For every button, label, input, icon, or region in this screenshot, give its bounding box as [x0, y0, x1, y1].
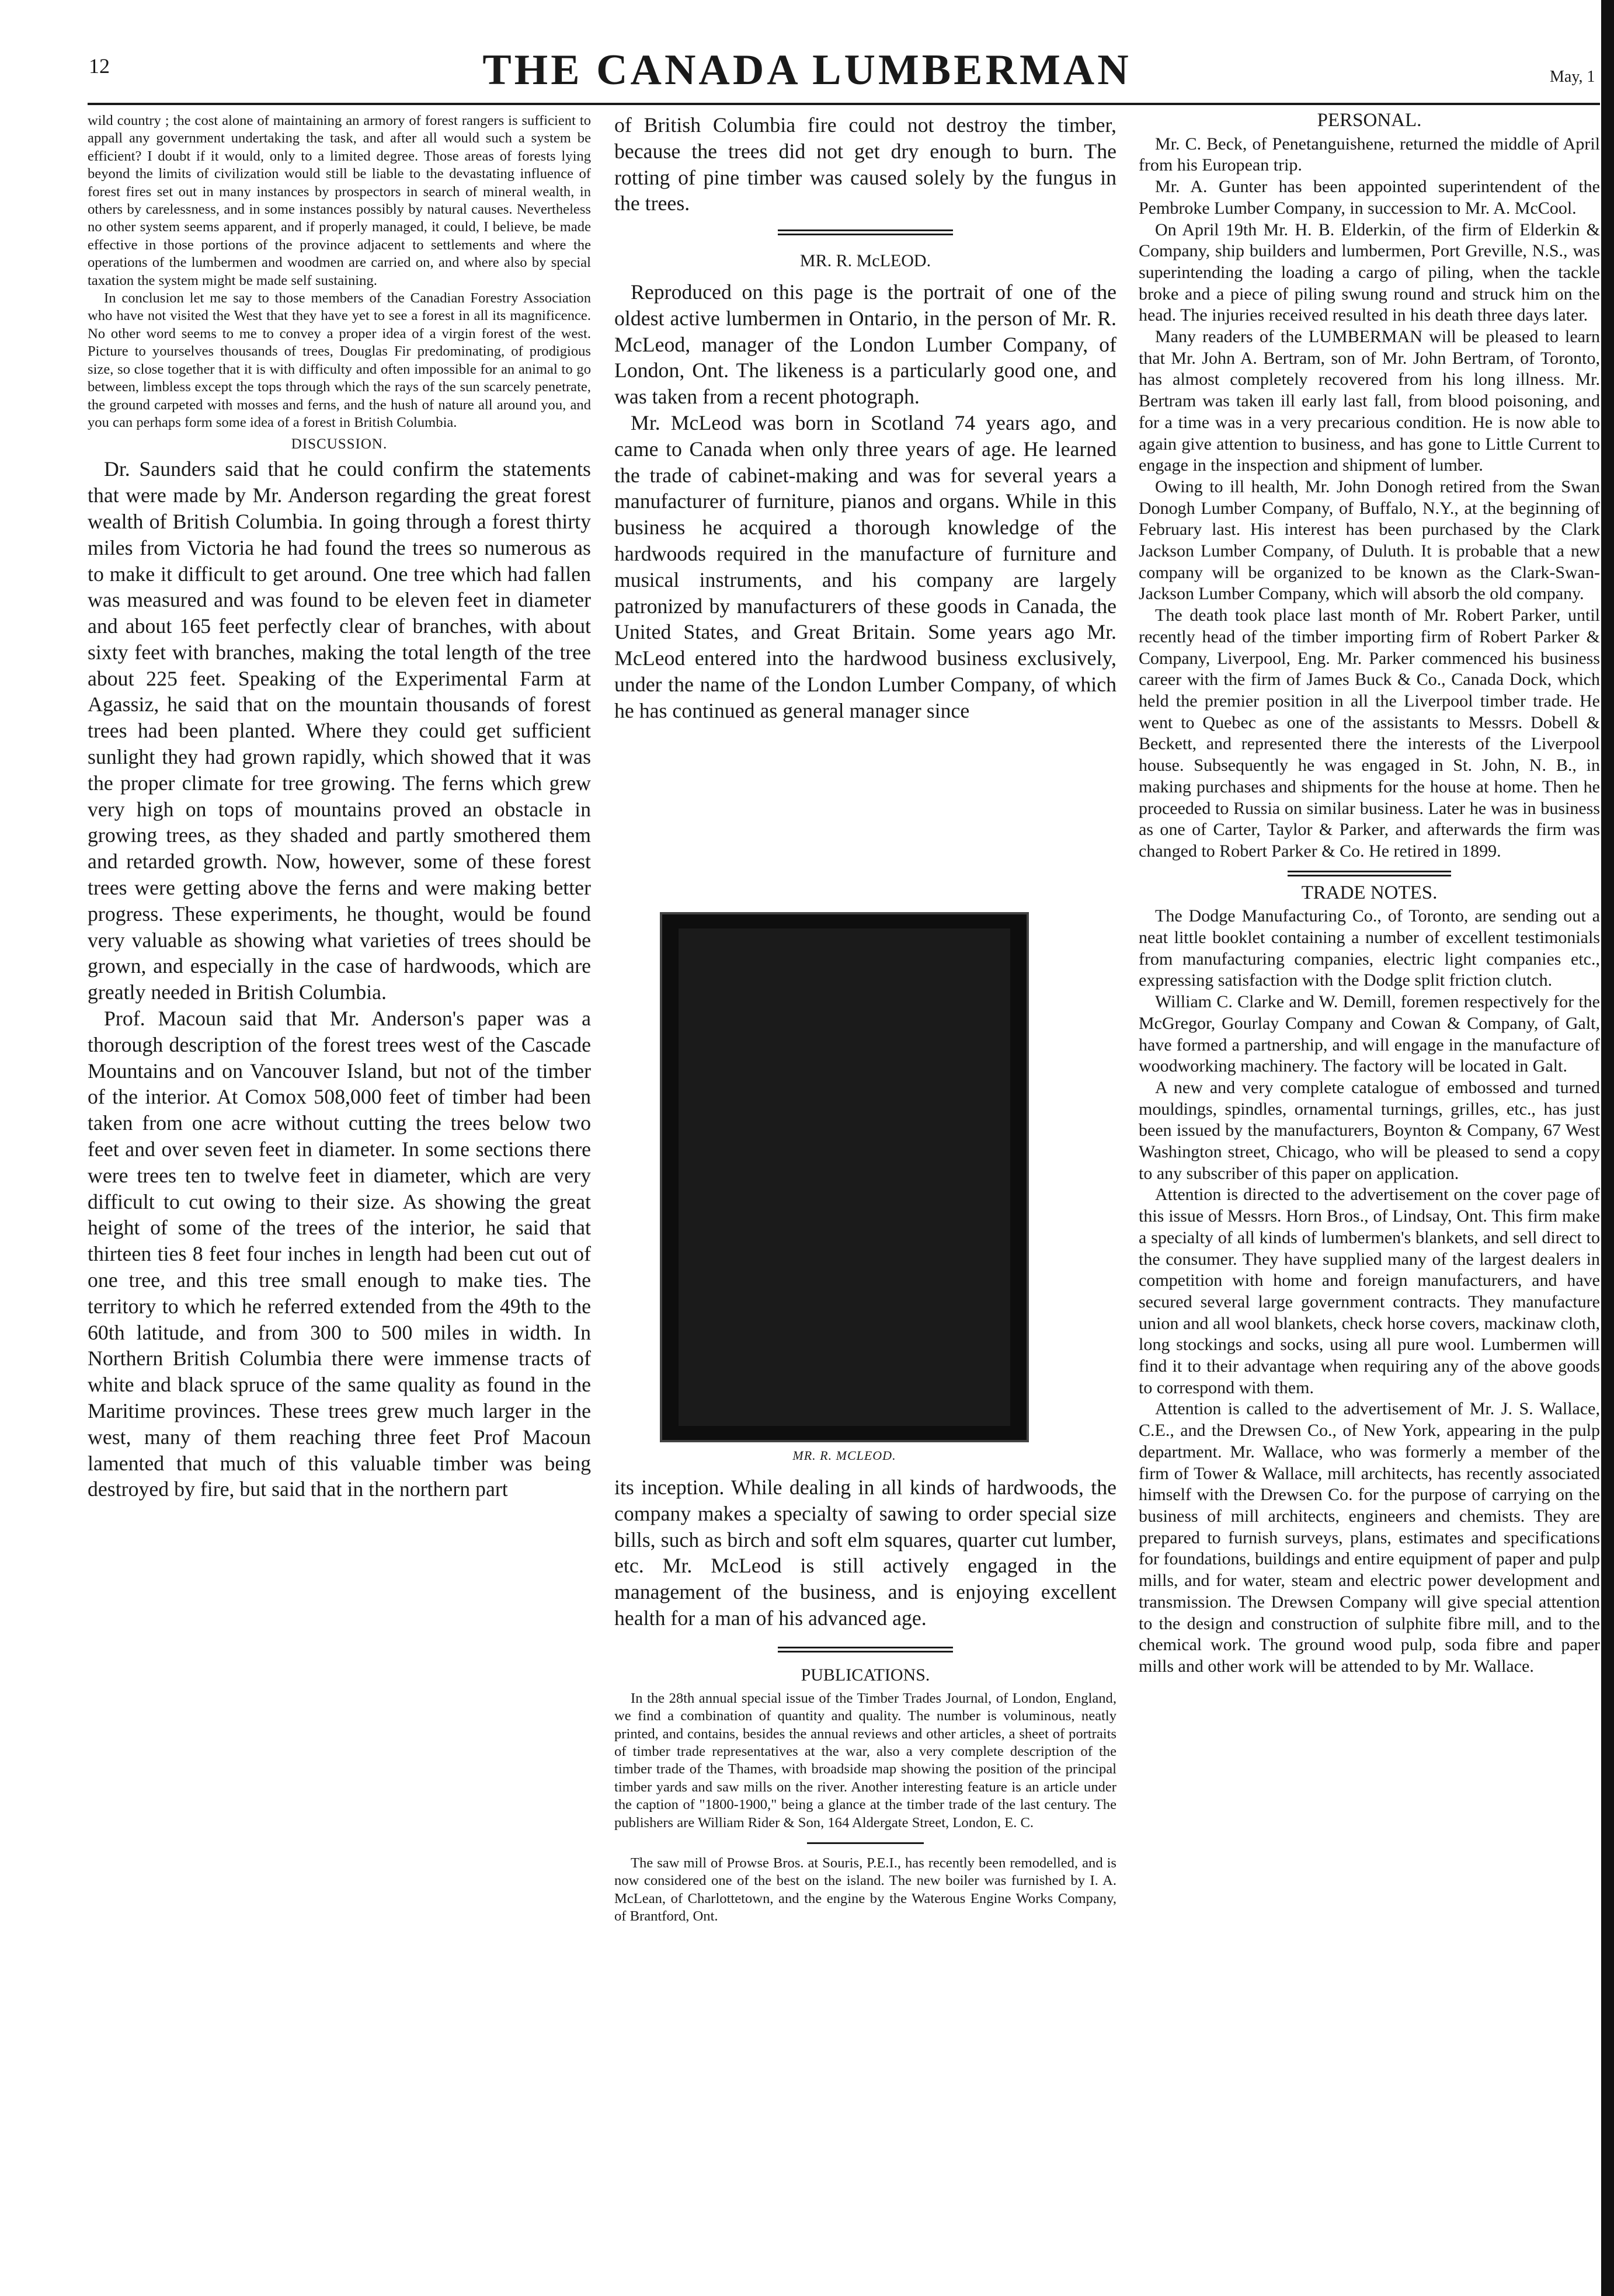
section-rule — [778, 229, 953, 235]
section-rule — [1288, 871, 1451, 876]
paragraph: In conclusion let me say to those members of the Canadian Forestry Association who have not visited the West that they have yet to see a forest in all its magnificence. No other word seems to me to convey a proper idea of a virgin forest of the west. Picture to yourselves thousands of trees, Douglas Fir predominating, of prodigious size, so close together that it is with difficulty and often impossible for an animal to go between, limbless except the tops through which the rays of the sun scarcely penetrate, the ground carpeted with mosses and ferns, and the hush of nature all around you, and you can perhaps form some idea of a forest in British Columbia. — [88, 290, 591, 430]
discussion-body — [88, 456, 591, 1502]
paragraph: On April 19th Mr. H. B. Elderkin, of the firm of Elderkin & Company, ship builders and lumbermen, Port Greville, N.S., was superintending the loading a cargo of piling, when the tackle broke and a piece of piling swung round and struck him on the head. The injuries received resulted in his death three days later. — [1139, 220, 1600, 325]
page-number: 12 — [89, 54, 110, 78]
discussion-heading: DISCUSSION. — [291, 436, 388, 453]
column-3 — [1139, 110, 1600, 1678]
scan-edge — [1601, 0, 1614, 2296]
paragraph: Dr. Saunders said that he could confirm the statements that were made by Mr. Anderson regarding the great forest wealth of British Columbia. In going through a forest thirty miles from Victoria he had found the trees so numerous as to make it difficult to get around. One tree which had fallen was measured and was found to be eleven feet in diameter and about 165 feet perfectly clear of branches, with about sixty feet with branches, making the total length of the tree about 225 feet. Speaking of the Experimental Farm at Agassiz, he said that on the mountain thousands of forest trees had been planted. Where they could get sufficient sunlight they had grown rapidly, which showed that it was the proper climate for tree growing. The ferns which grew very high on tops of mountains proved an obstacle in growing trees, as they shaded and partly smothered them and retarded growth. Now, however, some of these forest trees were getting above the ferns and were making better progress. These experiments, he thought, would be found very valuable as showing what varieties of trees should be grown, and especially in the case of hardwoods, which are greatly needed in British Columbia. — [88, 457, 591, 1004]
paragraph: In the 28th annual special issue of the Timber Trades Journal, of London, England, we find a combination of quantity and quality. The number is voluminous, neatly printed, and contains, besides the annual reviews and other articles, a sheet of portraits of timber trade representatives at the war, also a very complete description of the timber trade of the Thames, with broadside map showing the position of the principal timber yards and saw mills on the river. Another interesting feature is an article under the caption of "1800-1900," being a glance at the timber trade of the last century. The publishers are William Rider & Son, 164 Aldergate Street, London, E. C. — [614, 1690, 1116, 1831]
column-2-lower — [614, 1474, 1116, 1926]
section-rule — [778, 1647, 953, 1653]
paragraph: Many readers of the LUMBERMAN will be pleased to learn that Mr. John A. Bertram, son of Mr. John Bertram, of Toronto, has almost completely recovered from his long illness. Mr. Bertram was taken ill early last fall, from blood poisoning, and for a time was in a very precarious condition. He is now able to again give attention to business, and has gone to Little Current to engage in the inspection and shipment of lumber. — [1139, 327, 1600, 475]
separator — [807, 1842, 924, 1844]
paragraph: William C. Clarke and W. Demill, foremen respectively for the McGregor, Gourlay Company and Cowan & Company, of Galt, have formed a partnership, and will engage in the manufacture of woodworking machinery. The factory will be located in Galt. — [1139, 992, 1600, 1076]
paragraph: Reproduced on this page is the portrait of one of the oldest active lumbermen in Ontario, in the person of Mr. R. McLeod, manager of the London Lumber Company, of London, Ont. The likeness is a particularly good one, and was taken from a recent photograph. — [614, 280, 1116, 409]
paragraph: The Dodge Manufacturing Co., of Toronto, are sending out a neat little booklet containing a number of excellent testimonials from manufacturing companies, electric light companies etc., expressing satisfaction with the Dodge split friction clutch. — [1139, 906, 1600, 990]
paragraph: The saw mill of Prowse Bros. at Souris, P.E.I., has recently been remodelled, and is now considered one of the best on the island. The new boiler was furnished by I. A. McLean, of Charlottetown, and the engine by the Waterous Engine Works Company, of Brantford, Ont. — [614, 1855, 1116, 1925]
paragraph: Mr. A. Gunter has been appointed superintendent of the Pembroke Lumber Company, in succession to Mr. A. McCool. — [1139, 177, 1600, 218]
paragraph: wild country ; the cost alone of maintaining an armory of forest rangers is sufficient to appall any government undertaking the task, and after all would such a system be efficient? I doubt if it would, only to a limited degree. Those areas of forests lying beyond the limits of civilization would still be liable to the devastating influence of forest fires set out in many instances by prospectors in search of mineral wealth, in others by carelessness, and in some instances possibly by natural causes. Nevertheless no other system seems apparent, and if properly managed, it could, I believe, be made effective in those portions of the province adjacent to settlements and where the operations of the lumbermen and woodmen are carried on, and where also by special taxation the system might be made self sustaining. — [88, 113, 591, 288]
header-rule — [88, 103, 1600, 105]
column-1 — [88, 112, 591, 1502]
paragraph: Attention is directed to the advertisement on the cover page of this issue of Messrs. Horn Bros., of Lindsay, Ont. This firm make a specialty of all kinds of lumbermen's blankets, and sell direct to the consumer. They have supplied many of the largest dealers in competition with home and foreign manufacturers, and have secured several large government contracts. They manufacture union and all wool blankets, check horse covers, mackinaw cloth, long stockings and socks, using all pure wool. Lumbermen will find it to their advantage when requiring any of the above goods to correspond with them. — [1139, 1185, 1600, 1397]
photo-caption: MR. R. MCLEOD. — [792, 1448, 896, 1463]
paragraph: Owing to ill health, Mr. John Donogh retired from the Swan Donogh Lumber Company, of Buffalo, N.Y., at the beginning of February last. His interest has been purchased by the Clark Jackson Lumber Company, of Duluth. It is probable that a new company will be organized to be known as the Clark-Swan-Jackson Lumber Company, which will absorb the old company. — [1139, 476, 1600, 604]
paragraph: A new and very complete catalogue of embossed and turned mouldings, spindles, ornamental turnings, grilles, etc., has just been issued by the manufacturers, Boynton & Company, 67 West Washington street, Chicago, who will be pleased to send a copy to any subscriber of this paper on application. — [1139, 1077, 1600, 1183]
paragraph: Attention is called to the advertisement of Mr. J. S. Wallace, C.E., and the Drewsen Co., of New York, appearing in the pulp department. Mr. Wallace, who was formerly a member of the firm of Tower & Wallace, mill architects, has recently associated himself with the Drewsen Co. for the purpose of carrying on the business of mill architects, engineers and chemists. They are prepared to furnish surveys, plans, estimates and specifications for foundations, buildings and entire equipment of paper and pulp mills, and for water, steam and electric power development and transmission. The Drewsen Company will give special attention to the design and construction of sulphite fibre mill, and to the chemical work. The ground wood pulp, soda fibre and paper mills and other work will be attended to by Mr. Wallace. — [1139, 1399, 1600, 1676]
paragraph: its inception. While dealing in all kinds of hardwoods, the company makes a specialty of sawing to order special size bills, such as birch and soft elm squares, quarter cut lumber, etc. Mr. McLeod is still actively engaged in the management of the business, and is enjoying excellent health for a man of his advanced age. — [614, 1476, 1116, 1630]
paragraph: Prof. Macoun said that Mr. Anderson's paper was a thorough description of the forest trees west of the Cascade Mountains and on Vancouver Island, but not of the timber of the interior. At Comox 508,000 feet of timber had been taken from one acre without cutting the trees below two feet and over seven feet in diameter. In some sections there were trees ten to twelve feet in diameter, which are very difficult to cut owing to their size. As showing the great height of some of the trees of the interior, he said that thirteen ties 8 feet four inches in length had been cut out of one tree, and this tree small enough to make ties. The territory to which he referred extended from the 49th to the 60th latitude, and from 300 to 500 miles in width. In Northern British Columbia there were immense tracts of white and black spruce of the same quality as found in the Maritime provinces. These trees grew much larger in the west, many of them reaching three feet Prof Macoun lamented that much of this valuable timber was being destroyed by fire, but said that in the northern part — [88, 1007, 591, 1501]
forestry-paper-end — [88, 112, 591, 432]
trade-notes-heading: TRADE NOTES. — [1301, 882, 1438, 903]
publications-heading: PUBLICATIONS. — [801, 1665, 930, 1685]
personal-heading: PERSONAL. — [1317, 110, 1422, 131]
masthead-title: THE CANADA LUMBERMAN — [482, 46, 1132, 94]
paragraph: The death took place last month of Mr. Robert Parker, until recently head of the timber importing firm of Robert Parker & Company, Liverpool, Eng. Mr. Parker commenced his business career with the firm of James Buck & Co., Canada Dock, which held the premier position in all the Liverpool timber trade. He went to Quebec as one of the assistants to Messrs. Dobell & Beckett, and represented there the interests of the Liverpool house. Subsequently he was engaged in St. John, N. B., in making purchases and shipments for the house at home. Then he proceeded to Russia on similar business. Later he was in business as one of Carter, Taylor & Parker, and afterwards the firm was changed to Robert Parker & Co. He retired in 1899. — [1139, 606, 1600, 861]
dateline: May, 1 — [1550, 68, 1595, 86]
paragraph: Mr. C. Beck, of Penetanguishene, returned the middle of April from his European trip. — [1139, 134, 1600, 175]
paragraph: Mr. McLeod was born in Scotland 74 years ago, and came to Canada when only three years of age. He learned the trade of cabinet-making and was for several years a manufacturer of furniture, pianos and organs. While in this business he acquired a thorough knowledge of the hardwoods required in the manufacture of furniture and musical instruments, and his company are largely patronized by manufacturers of these goods in Canada, the United States, and Great Britain. Some years ago Mr. McLeod entered into the hardwood business exclusively, under the name of the London Lumber Company, of which he has continued as general manager since — [614, 411, 1116, 722]
mcleod-heading: MR. R. McLEOD. — [799, 251, 931, 271]
portrait-photo — [660, 912, 1029, 1442]
paragraph: of British Columbia fire could not destroy the timber, because the trees did not get dry enough to burn. The rotting of pine timber was caused solely by the fungus in the trees. — [614, 113, 1116, 215]
column-2 — [614, 112, 1116, 724]
